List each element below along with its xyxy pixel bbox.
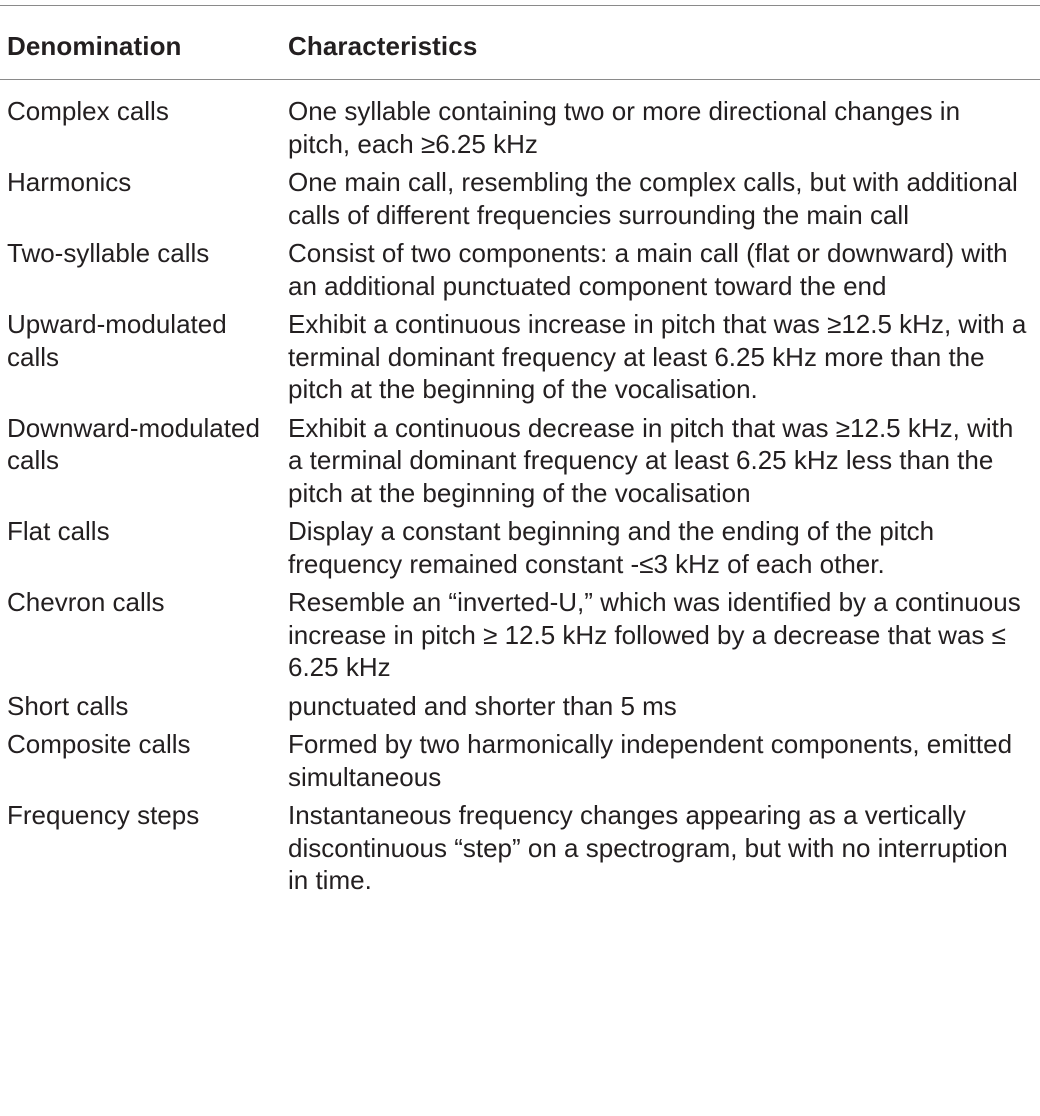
table-row xyxy=(0,725,1040,796)
characteristics-cell: One main call, resembling the complex calls, but with additional calls of different frequencies surrounding the main call xyxy=(288,167,1018,230)
header-denomination: Denomination xyxy=(0,6,280,80)
call-types-table xyxy=(0,6,1040,900)
characteristics-cell: Resemble an “inverted-U,” which was identified by a continuous increase in pitch ≥ 12.5 kHz followed by a decrease that was ≤ 6.25 kHz xyxy=(288,587,1021,682)
characteristics-cell: punctuated and shorter than 5 ms xyxy=(288,690,677,721)
header-characteristics: Characteristics xyxy=(280,6,1040,80)
table-container xyxy=(0,5,1040,1116)
characteristics-cell: Formed by two harmonically independent components, emitted simultaneous xyxy=(288,729,1013,792)
table-row xyxy=(0,409,1040,513)
denomination-cell: Chevron calls xyxy=(7,587,165,617)
table-row xyxy=(0,796,1040,900)
table-row xyxy=(0,687,1040,726)
denomination-cell: Downward-modulated calls xyxy=(7,412,260,475)
denomination-cell: Complex calls xyxy=(7,96,169,126)
characteristics-cell: Instantaneous frequency changes appearing as a vertically discontinuous “step” on a spectrogram, but with no interruption in time. xyxy=(288,800,1008,895)
table-row xyxy=(0,234,1040,305)
characteristics-cell: Exhibit a continuous increase in pitch that was ≥12.5 kHz, with a terminal dominant frequency at least 6.25 kHz more than the pitch at the beginning of the vocalisation. xyxy=(288,309,1027,404)
characteristics-cell: Display a constant beginning and the ending of the pitch frequency remained constant -≤3 kHz of each other. xyxy=(288,516,935,579)
denomination-cell: Frequency steps xyxy=(7,800,200,830)
denomination-cell: Short calls xyxy=(7,690,129,721)
characteristics-cell: One syllable containing two or more directional changes in pitch, each ≥6.25 kHz xyxy=(288,96,961,159)
denomination-cell: Composite calls xyxy=(7,729,191,759)
header-row xyxy=(0,6,1040,80)
table-row xyxy=(0,583,1040,687)
denomination-cell: Upward-modulated calls xyxy=(7,309,227,372)
denomination-cell: Harmonics xyxy=(7,167,132,197)
denomination-cell: Flat calls xyxy=(7,516,110,546)
denomination-cell: Two-syllable calls xyxy=(7,238,210,268)
table-row xyxy=(0,163,1040,234)
characteristics-cell: Consist of two components: a main call (flat or downward) with an additional punctuated component toward the end xyxy=(288,238,1008,301)
characteristics-cell: Exhibit a continuous decrease in pitch that was ≥12.5 kHz, with a terminal dominant frequency at least 6.25 kHz less than the pitch at the beginning of the vocalisation xyxy=(288,412,1014,508)
table-row xyxy=(0,80,1040,164)
table-row xyxy=(0,512,1040,583)
table-row xyxy=(0,305,1040,409)
